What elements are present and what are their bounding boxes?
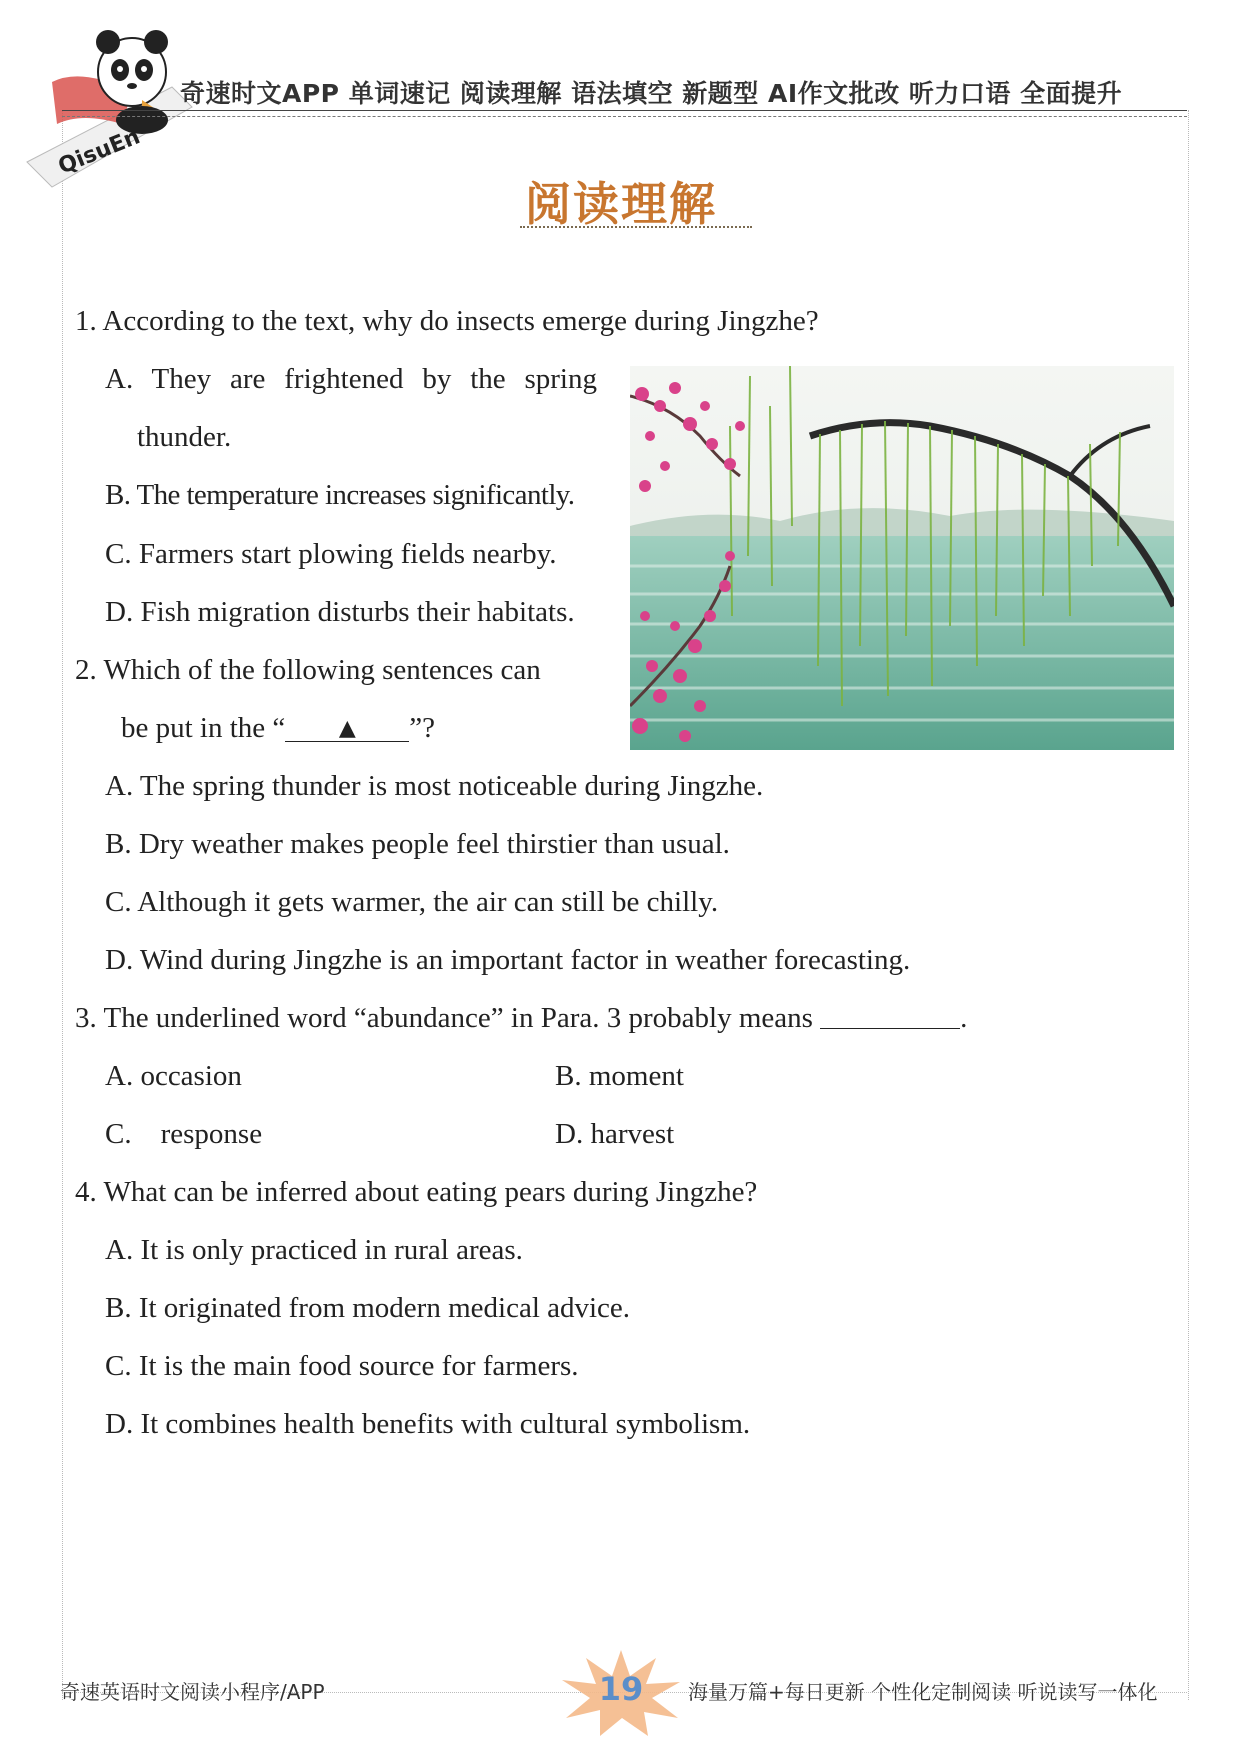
question-2-text: 2. Which of the following sentences can	[75, 654, 541, 686]
answer-blank	[820, 1002, 960, 1029]
question-2-post: ”?	[409, 712, 436, 744]
footer-left-text: 奇速英语时文阅读小程序/APP	[60, 1680, 325, 1704]
question-3-stem: 3. The underlined word “abundance” in Para. 3 probably means	[75, 1002, 813, 1034]
question-2-pre: be put in the “	[121, 712, 286, 744]
question-4-text: 4. What can be inferred about eating pears during Jingzhe?	[75, 1176, 758, 1208]
question-4-option-b: B. It originated from modern medical advice.	[105, 1292, 631, 1324]
question-4-option-a: A. It is only practiced in rural areas.	[105, 1234, 523, 1266]
question-2-option-c: C. Although it gets warmer, the air can still be chilly.	[105, 886, 719, 918]
question-1-option-b: B. The temperature increases significantly.	[105, 479, 575, 511]
question-1-text: 1. According to the text, why do insects emerge during Jingzhe?	[75, 305, 819, 337]
question-4-option-c: C. It is the main food source for farmers.	[105, 1350, 579, 1382]
triangle-icon: ▲	[338, 716, 356, 741]
question-3-option-a: A. occasion	[105, 1060, 242, 1092]
question-2-option-b: B. Dry weather makes people feel thirstier than usual.	[105, 828, 730, 860]
logo-text: QisuEn	[54, 124, 144, 180]
question-1-option-a-cont: thunder.	[137, 421, 232, 453]
question-2-text-cont	[121, 711, 435, 745]
header-nav-text: 奇速时文APP 单词速记 阅读理解 语法填空 新题型 AI作文批改 听力口语 全面提升	[180, 79, 1123, 108]
spring-willow-illustration	[630, 366, 1174, 750]
question-1-option-c: C. Farmers start plowing fields nearby.	[105, 538, 557, 570]
question-4-option-d: D. It combines health benefits with cultural symbolism.	[105, 1408, 751, 1440]
question-3-option-c: C. response	[105, 1118, 263, 1150]
question-2-option-a: A. The spring thunder is most noticeable during Jingzhe.	[105, 770, 764, 802]
page-number: 19	[598, 1670, 644, 1708]
header-divider-dashed	[62, 116, 1187, 117]
header-divider	[62, 110, 1187, 111]
answer-blank	[285, 713, 409, 742]
question-3-option-d: D. harvest	[555, 1118, 675, 1150]
question-2-option-d: D. Wind during Jingzhe is an important factor in weather forecasting.	[105, 944, 911, 976]
section-title: 阅读理解	[525, 177, 717, 231]
question-3-option-b: B. moment	[555, 1060, 684, 1092]
question-3-text	[75, 1001, 967, 1035]
question-1-option-d: D. Fish migration disturbs their habitats.	[105, 596, 575, 628]
question-1-option-a: A. They are frightened by the spring	[105, 363, 597, 395]
title-underline	[520, 226, 752, 228]
question-3-period: .	[960, 1002, 968, 1034]
footer-right-text: 海量万篇+每日更新 个性化定制阅读 听说读写一体化	[688, 1680, 1158, 1704]
